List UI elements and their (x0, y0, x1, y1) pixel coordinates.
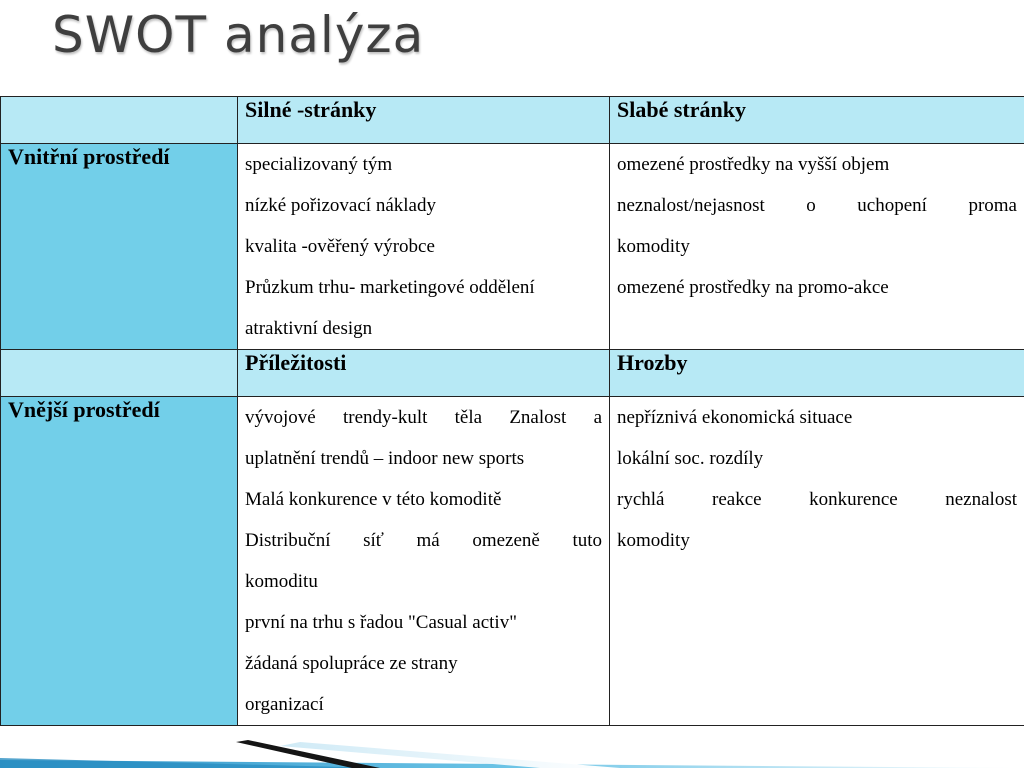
strengths-cell (238, 144, 610, 350)
opportunities-header: Příležitosti (238, 350, 610, 397)
internal-label: Vnitřní prostředí (1, 144, 238, 350)
strength-item: atraktivní design (245, 318, 373, 339)
band-light-stripe (280, 742, 620, 768)
opportunities-cell (238, 397, 610, 726)
threats-header: Hrozby (610, 350, 1024, 397)
threat-item: lokální soc. rozdíly (617, 448, 764, 469)
header-empty-cell (1, 97, 238, 144)
external-label: Vnější prostředí (1, 397, 238, 726)
opportunity-item: uplatnění trendů – indoor new sports (245, 448, 525, 469)
weaknesses-cell (610, 144, 1024, 350)
band-dark-stripe (236, 740, 380, 768)
band-blue-shape (0, 760, 1024, 768)
swot-table (0, 96, 1024, 726)
weaknesses-header: Slabé stránky (610, 97, 1024, 144)
weakness-item: omezené prostředky na vyšší objem (617, 154, 890, 175)
threats-cell (610, 397, 1024, 726)
weakness-item: komodity (617, 236, 690, 257)
slide-title: SWOT analýza (52, 6, 425, 64)
strength-item: specializovaný tým (245, 154, 393, 175)
decorative-bottom-band (0, 728, 1024, 768)
strength-item: nízké pořizovací náklady (245, 195, 436, 216)
strength-item: kvalita -ověřený výrobce (245, 236, 435, 257)
internal-row (1, 144, 1024, 350)
opportunity-item: Distribuční síť má omezeně tuto (245, 530, 602, 551)
opportunity-item: žádaná spolupráce ze strany (245, 653, 458, 674)
header-row-strengths-weaknesses (1, 97, 1024, 144)
band-blue-dark (0, 758, 380, 768)
weakness-item: omezené prostředky na promo-akce (617, 277, 889, 298)
threat-item: rychlá reakce konkurence neznalost (617, 489, 1017, 510)
header-empty-cell (1, 350, 238, 397)
opportunity-item: první na trhu s řadou "Casual activ" (245, 612, 517, 633)
opportunity-item: Malá konkurence v této komoditě (245, 489, 502, 510)
opportunity-item: organizací (245, 694, 324, 715)
opportunity-item: vývojové trendy-kult těla Znalost a (245, 407, 602, 428)
opportunity-item: komoditu (245, 571, 318, 592)
threat-item: nepříznivá ekonomická situace (617, 407, 853, 428)
strength-item: Průzkum trhu- marketingové oddělení (245, 277, 535, 298)
threat-item: komodity (617, 530, 690, 551)
strengths-header: Silné -stránky (238, 97, 610, 144)
weakness-item: neznalost/nejasnost o uchopení proma (617, 195, 1017, 216)
header-row-opportunities-threats (1, 350, 1024, 397)
external-row (1, 397, 1024, 726)
